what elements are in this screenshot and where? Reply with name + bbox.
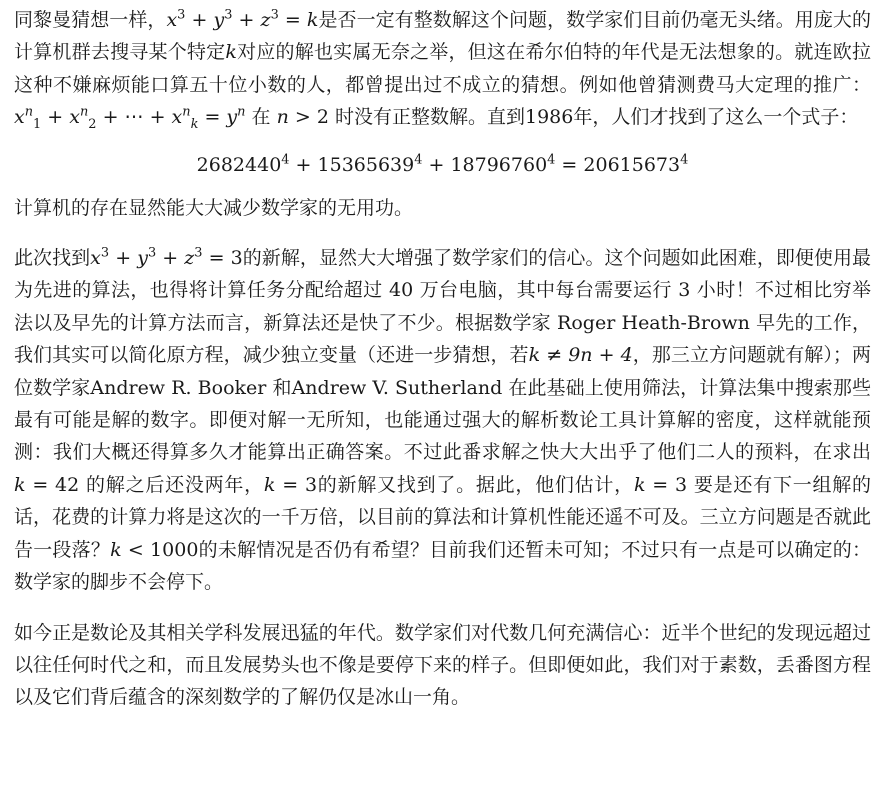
paragraph-1-conclusion: 计算机的存在显然能大大减少数学家的无用功。: [14, 196, 414, 219]
p1-text-3: 对应的解也实属无奈之举，但这在希尔伯特的年代是无法想象的。就连欧拉这种不嫌麻烦能口算五十位小数的人，都曾提出过不成立的猜想。例如他曾猜测费马大定理的推广：: [14, 41, 871, 96]
p2-text-6: 要是还有下一组解的话，花费的计算力将是这次的一千万倍，以目前的算法和计算机性能还遥不可及。三立方问题是否就此告一段落？: [14, 473, 871, 561]
p1-text-4: 在: [251, 106, 271, 129]
p2-text-2: 的新解，显然大大增强了数学家们的信心。这个问题如此困难，即便使用最为先进的算法，也得将计算任务分配给超过 40 万台电脑，其中每台需要运行 3 小时！不过相比穷举法以及早先的计算方法而言，新算法还是快了不少。根据数学家 Roger Heath-Brown 早先的工作，我们其实可以简化原方程，减少独立变量（还进一步猜想，若: [14, 247, 872, 367]
equation-sum-of-cubes-k: $x^3 + y^3 + z^3 = k$: [166, 7, 319, 31]
p1-text-5: 时没有正整数解。直到1986年，人们才找到了这么一个式子：: [334, 106, 859, 129]
math-k-eq-42: k = 42: [14, 473, 80, 496]
math-k-eq-3-a: k = 3: [263, 473, 318, 496]
math-k: k: [225, 41, 237, 64]
display-equation: $2682440^4 + 15365639^4 + 18796760^4 = 20615673^4$: [196, 152, 689, 176]
p1-text-1: 同黎曼猜想一样，: [14, 9, 167, 31]
equation-euler-conjecture: $x^n_1 + x^n_2$ + ⋯ + $x^n_k = y^n$: [14, 104, 246, 133]
math-k-lt-1000: k < 1000: [110, 538, 199, 561]
math-k-eq-3-b: k = 3: [633, 473, 688, 496]
math-k-neq: k ≠ 9n + 4: [528, 344, 633, 367]
math-n-gt-2: n > 2: [276, 106, 329, 129]
paragraph-3: 如今正是数论及其相关学科发展迅猛的年代。数学家们对代数几何充满信心：近半个世纪的发现远超过以往任何时代之和，而且发展势头也不像是要停下来的样子。但即便如此，我们对于素数，丢番图方程以及它们背后蕴含的深刻数学的了解仍仅是冰山一角。: [14, 621, 871, 709]
equation-sum-of-cubes-3: $x^3 + y^3 + z^3 = 3$: [90, 245, 243, 270]
p2-text-5: 的新解又找到了。据此，他们估计，: [317, 473, 634, 496]
paragraph-1: [14, 4, 871, 134]
p2-text-4: 的解之后还没两年，: [86, 473, 264, 496]
p2-text-1: 此次找到: [14, 247, 91, 270]
p2-text-3: ，那三立方问题就有解）；两位数学家Andrew R. Booker 和Andrew V. Sutherland 在此基础上使用筛法，计算法集中搜索那些最有可能是解的数字。即便对解一无所知，也能通过强大的解析数论工具计算解的密度，这样就能预测：我们大概还得算多久才能算出正确答案。不过此番求解之快大大出乎了他们二人的预料，在求出: [14, 344, 871, 464]
paragraph-2: [14, 242, 871, 598]
p1-text-2: 是否一定有整数解这个问题，数学家们目前仍毫无头绪。用庞大的计算机群去搜寻某个特定: [14, 9, 871, 64]
p2-text-7: 的未解情况是否仍有希望？目前我们还暂未可知；不过只有一点是可以确定的：数学家的脚步不会停下。: [14, 538, 871, 594]
